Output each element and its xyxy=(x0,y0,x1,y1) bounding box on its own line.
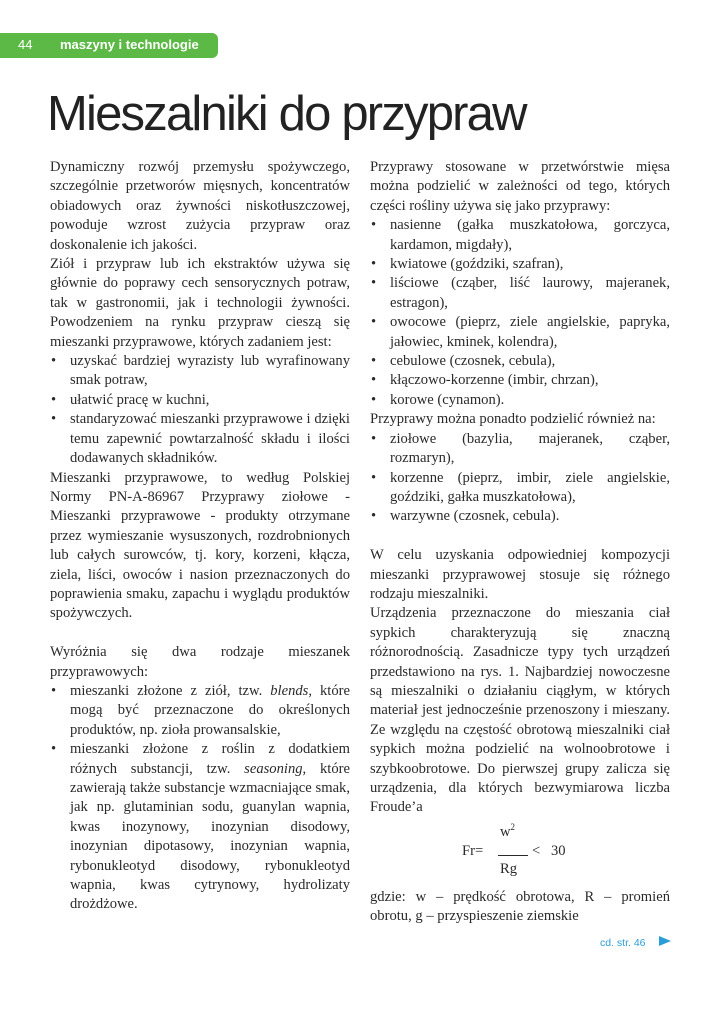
list-text: , które mogą być przeznaczone do określonych produktów, np. zioła prowansalskie, xyxy=(70,682,350,738)
article-title: Mieszalniki do przypraw xyxy=(47,87,526,141)
list-text: , które zawierają także substancje wzmacniające smak, jak np. glutaminian sodu, guanylan wapnia, kwas inozynowy, inozynian disodowy, inozynian dipotasowy, inozynian wapnia, rybonukleotyd disodowy, rybonukleotyd wapnia, kwas cytrynowy, hydrolizaty drożdżowe. xyxy=(70,760,350,913)
list-item: • kłączowo-korzenne (imbir, chrzan), xyxy=(370,371,670,390)
formula-exponent: 2 xyxy=(510,821,516,832)
purpose-list xyxy=(50,352,350,468)
paragraph: Mieszanki przyprawowe, to według Polskiej Normy PN-A-86967 Przyprawy ziołowe - Mieszanki przyprawowe - produkty otrzymane przez wymieszanie wysuszonych, rozdrobnionych lub całych surowców, tj. kory, korzeni, kłącza, ziela, liści, owoców i nasion przeznaczonych do poprawienia smaku, zapachu i wyglądu produktów spożywczych. xyxy=(50,469,350,622)
froude-formula xyxy=(370,818,670,888)
term-blends: blends xyxy=(270,682,309,699)
paragraph: gdzie: w – prędkość obrotowa, R – promień obrotu, g – przyspieszenie ziemskie xyxy=(370,888,670,925)
spice-types-list xyxy=(370,430,670,527)
list-text: mieszanki złożone z roślin z dodatkiem różnych substancji, tzw. xyxy=(70,741,350,777)
formula-rhs: 30 xyxy=(551,842,566,859)
list-item xyxy=(50,682,350,740)
left-column xyxy=(50,158,350,915)
mix-types-list xyxy=(50,682,350,915)
paragraph: Dynamiczny rozwój przemysłu spożywczego, szczególnie przetworów mięsnych, koncentratów obiadowych oraz żywności niskotłuszczowej, powoduje wzrost zużycia przypraw oraz doskonalenie ich jakości. xyxy=(50,159,350,253)
spacer xyxy=(370,527,670,546)
formula-numerator xyxy=(500,818,515,842)
formula-numerator-base: w xyxy=(500,823,511,840)
list-item: • korzenne (pieprz, imbir, ziele angielskie, goździki, gałka muszkatołowa), xyxy=(370,469,670,508)
formula-denominator: Rg xyxy=(500,860,518,877)
list-item: • warzywne (czosnek, cebula). xyxy=(370,507,670,526)
list-item: • cebulowe (czosnek, cebula), xyxy=(370,352,670,371)
spice-parts-list xyxy=(370,216,670,410)
list-item: • liściowe (cząber, liść laurowy, majeranek, estragon), xyxy=(370,274,670,313)
list-item: • kwiatowe (goździki, szafran), xyxy=(370,255,670,274)
list-item: • standaryzować mieszanki przyprawowe i dzięki temu zapewnić powtarzalność składu i ilości dodawanych składników. xyxy=(50,410,350,468)
paragraph: Przyprawy można ponadto podzielić również na: xyxy=(370,411,656,428)
paragraph: Ziół i przypraw lub ich ekstraktów używa się głównie do poprawy cech sensorycznych potraw, tak w gastronomii, jak i technologii żywności. Powodzeniem na rynku przypraw cieszą się mieszanki przyprawowe, których zadaniem jest: xyxy=(50,256,350,350)
list-item xyxy=(50,740,350,915)
list-item: • ziołowe (bazylia, majeranek, cząber, rozmaryn), xyxy=(370,430,670,469)
paragraph: Wyróżnia się dwa rodzaje mieszanek przyprawowych: xyxy=(50,644,350,680)
section-label: maszyny i technologie xyxy=(60,37,199,52)
formula-operator: < xyxy=(532,842,541,859)
list-item: • uzyskać bardziej wyrazisty lub wyrafinowany smak potraw, xyxy=(50,352,350,391)
list-item: • owocowe (pieprz, ziele angielskie, papryka, jałowiec, kminek, kolendra), xyxy=(370,313,670,352)
right-column xyxy=(370,158,670,927)
list-item: • ułatwić pracę w kuchni, xyxy=(50,391,350,410)
list-item: • nasienne (gałka muszkatołowa, gorczyca, kardamon, migdały), xyxy=(370,216,670,255)
arrow-right-icon xyxy=(659,936,671,946)
term-seasoning: seasoning xyxy=(244,760,303,777)
paragraph: W celu uzyskania odpowiedniej kompozycji mieszanki przyprawowej stosuje się różnego rodzaju mieszalniki. xyxy=(370,547,670,602)
paragraph: Urządzenia przeznaczone do mieszania ciał sypkich charakteryzują się znaczną różnorodnością. Zasadnicze typy tych urządzeń przedstawiono na rys. 1. Najbardziej nowoczesne są mieszalniki o działaniu ciągłym, w których materiał jest jednocześnie przenoszony i mieszany. Ze względu na częstość obrotową mieszalniki ciał sypkich można podzielić na wolnoobrotowe i szybkoobrotowe. Do pierwszej grupy zalicza się urządzenia, dla których bezwymiarowa liczba Froude’a xyxy=(370,605,670,816)
list-item: • korowe (cynamon). xyxy=(370,391,670,410)
page-number: 44 xyxy=(18,37,33,52)
paragraph: Przyprawy stosowane w przetwórstwie mięsa można podzielić w zależności od tego, których części rośliny używa się jako przyprawy: xyxy=(370,159,670,214)
spacer xyxy=(50,624,350,643)
fraction-bar xyxy=(498,855,528,856)
list-text: mieszanki złożone z ziół, tzw. xyxy=(70,682,271,699)
continued-link[interactable]: cd. str. 46 xyxy=(600,937,646,949)
formula-lhs: Fr= xyxy=(462,842,484,859)
